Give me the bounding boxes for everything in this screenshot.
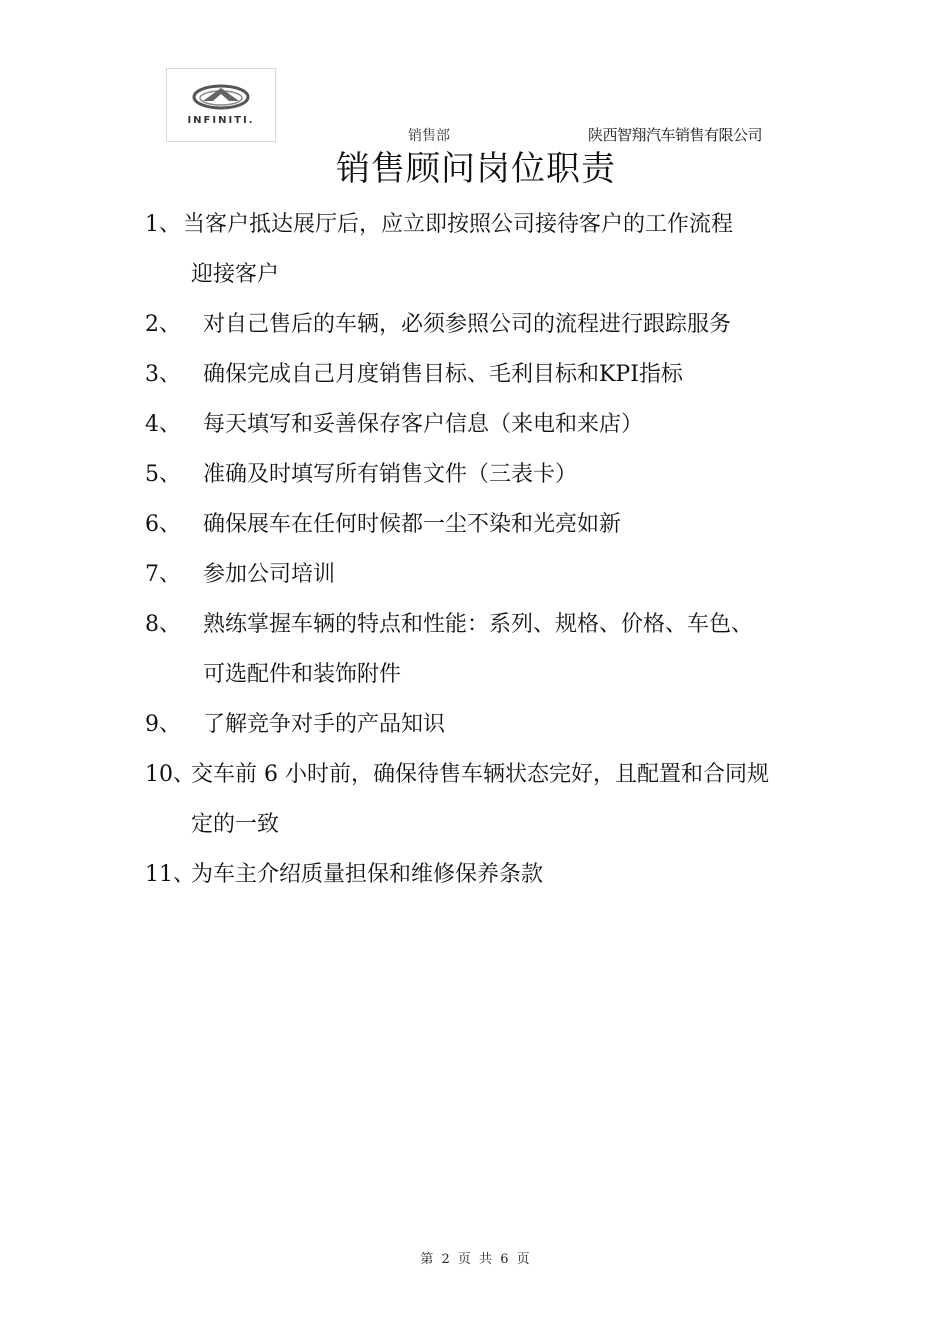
item-number: 10、: [145, 762, 195, 787]
item-text: 确保完成自己月度销售目标、毛利目标和KPI指标: [203, 362, 683, 387]
list-item: [145, 750, 825, 850]
item-text: 熟练掌握车辆的特点和性能：系列、规格、价格、车色、: [203, 612, 754, 637]
item-text: 准确及时填写所有销售文件（三表卡）: [203, 462, 578, 487]
list-item: [145, 500, 825, 550]
list-item: [145, 850, 825, 900]
list-item: [145, 350, 825, 400]
item-number: 8、: [145, 612, 181, 637]
item-text: 为车主介绍质量担保和维修保养条款: [191, 862, 544, 887]
list-item: [145, 600, 825, 700]
department-label: 销售部: [408, 128, 450, 144]
item-number: 4、: [145, 412, 181, 437]
item-number: 9、: [145, 712, 181, 737]
item-number: 1、: [145, 212, 181, 237]
item-text: 当客户抵达展厅后，应立即按照公司接待客户的工作流程: [183, 212, 734, 237]
item-text: 每天填写和妥善保存客户信息（来电和来店）: [203, 412, 644, 437]
item-number: 5、: [145, 462, 181, 487]
page-footer: 第 2 页 共 6 页: [420, 1252, 530, 1267]
list-item: [145, 200, 825, 300]
item-number: 6、: [145, 512, 181, 537]
item-text: 确保展车在任何时候都一尘不染和光亮如新: [203, 512, 622, 537]
item-number: 11、: [145, 862, 195, 887]
item-text: 交车前 6 小时前，确保待售车辆状态完好，且配置和合同规: [191, 762, 769, 787]
duty-list: [145, 200, 825, 900]
infiniti-logo: [166, 68, 276, 142]
list-item: [145, 550, 825, 600]
company-name: 陕西智翔汽车销售有限公司: [588, 126, 763, 144]
list-item: [145, 450, 825, 500]
item-number: 7、: [145, 562, 181, 587]
item-text: 对自己售后的车辆，必须参照公司的流程进行跟踪服务: [203, 312, 732, 337]
list-item: [145, 400, 825, 450]
item-text: 参加公司培训: [203, 562, 336, 587]
item-number: 3、: [145, 362, 181, 387]
item-text-continued: 迎接客户: [191, 262, 280, 287]
item-text-continued: 定的一致: [191, 812, 280, 837]
item-text: 了解竞争对手的产品知识: [203, 712, 446, 737]
list-item: [145, 700, 825, 750]
item-number: 2、: [145, 312, 181, 337]
logo-wordmark: INFINITI.: [187, 115, 255, 126]
list-item: [145, 300, 825, 350]
item-text-continued: 可选配件和装饰附件: [203, 662, 402, 687]
page-title: 销售顾问岗位职责: [336, 149, 616, 189]
infiniti-emblem-icon: [191, 83, 251, 111]
